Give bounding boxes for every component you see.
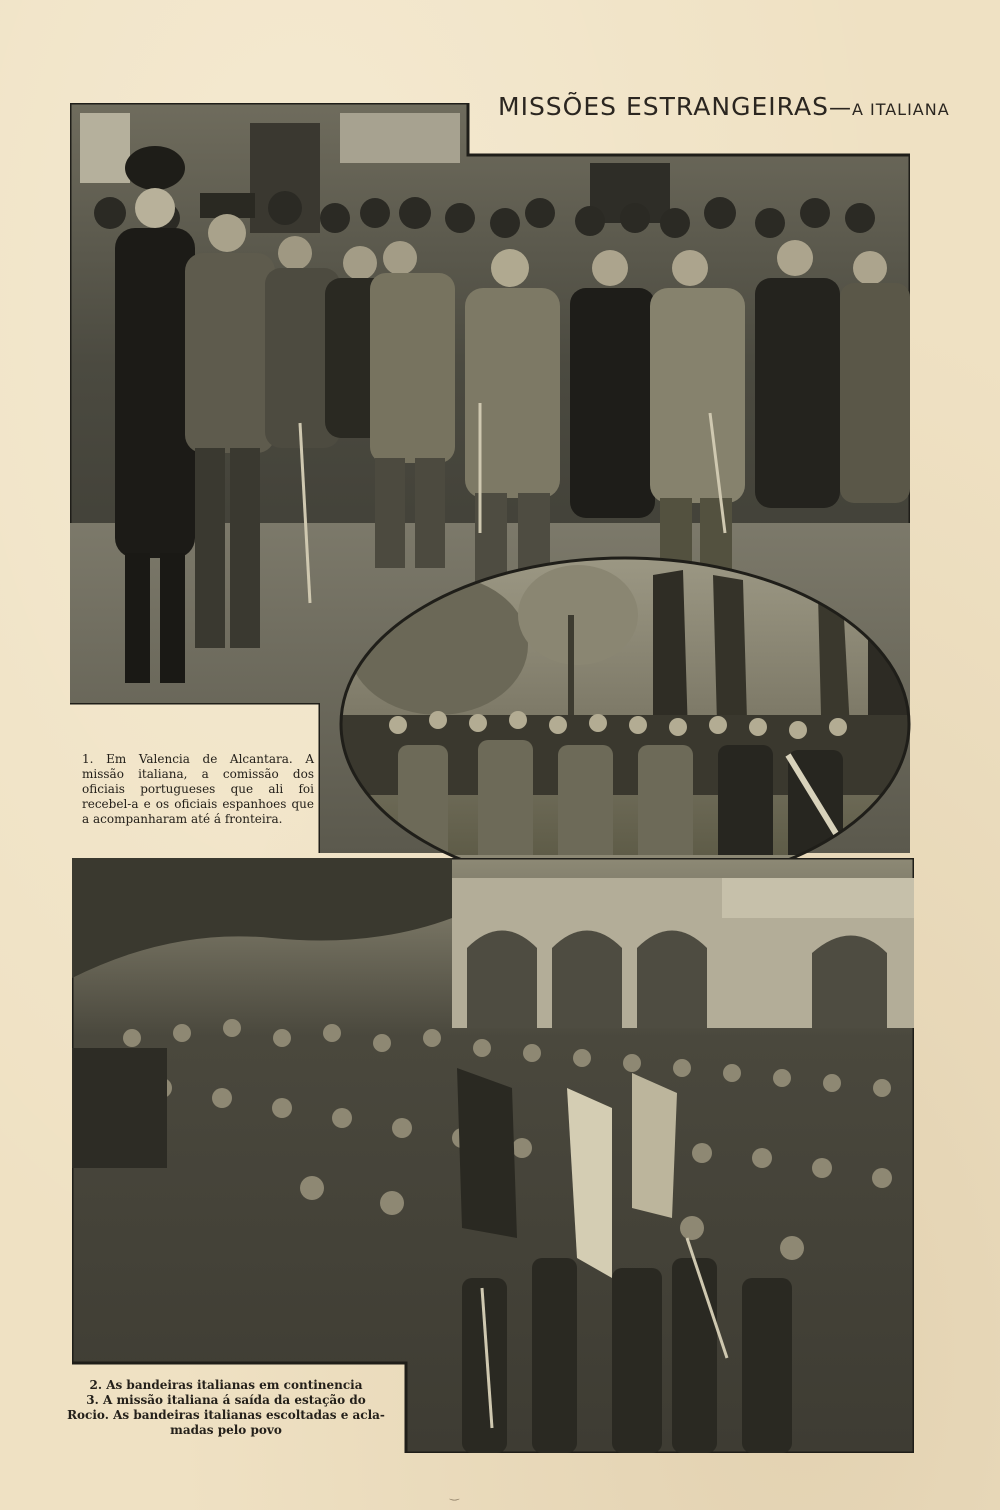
caption-line-2: 3. A missão italiana á saída da estação do	[86, 1393, 366, 1407]
flag-salute-oval-photo	[338, 555, 912, 893]
crowd-procession-photo	[72, 858, 914, 1453]
headline-title: MISSÕES ESTRANGEIRAS	[498, 92, 829, 121]
page-corner-mark: ‿	[450, 1488, 459, 1501]
headline-dash: —	[828, 96, 852, 121]
caption-line-1: 2. As bandeiras italianas em continencia	[89, 1378, 363, 1392]
caption-photos-2-3	[52, 1378, 400, 1438]
caption-line-4: madas pelo povo	[170, 1423, 282, 1437]
headline-subtitle: A ITALIANA	[851, 100, 950, 119]
caption-photo-1: 1. Em Valencia de Alcantara. A missão italiana, a comissão dos oficiais portugueses que ali foi recebel-a e os oficiais espanhoes que a acompanharam até á fronteira.	[82, 752, 314, 826]
caption-line-3: Rocio. As bandeiras italianas escoltadas e acla-	[67, 1408, 385, 1422]
